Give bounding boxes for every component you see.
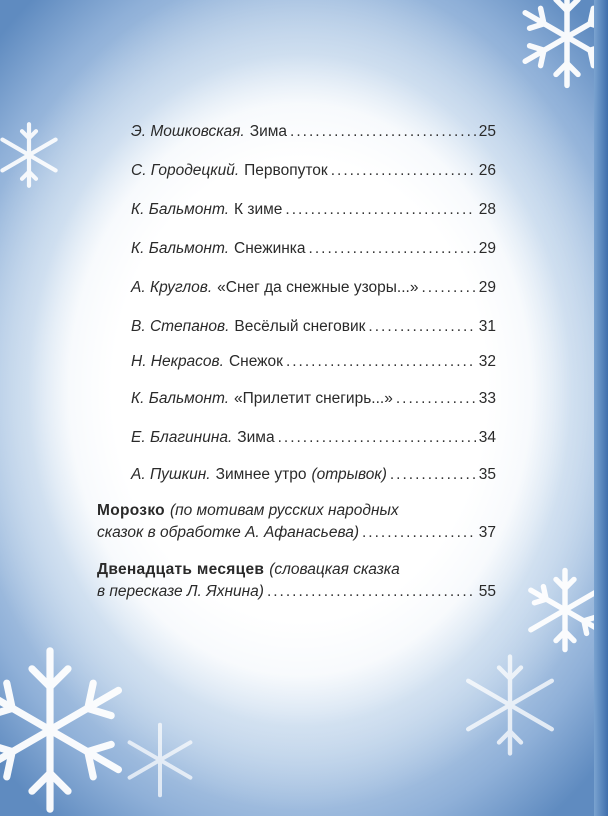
dot-leader — [421, 279, 475, 297]
toc-title: Снежинка — [234, 240, 306, 257]
dot-leader — [331, 162, 476, 180]
dot-leader — [278, 429, 476, 447]
snowflake-icon — [120, 720, 200, 800]
toc-note: (отрывок) — [311, 466, 387, 483]
toc-entry — [131, 279, 496, 297]
toc-entry — [131, 123, 496, 141]
toc-author: К. Бальмонт. — [131, 390, 229, 407]
toc-story — [97, 502, 496, 546]
snowflake-icon — [455, 650, 565, 760]
story-title: Морозко — [97, 502, 165, 519]
toc-page-number: 32 — [478, 353, 496, 370]
toc-title: Первопуток — [244, 162, 328, 179]
toc-author: В. Степанов. — [131, 318, 230, 335]
story-note: (словацкая сказка — [269, 561, 400, 578]
dot-leader — [285, 201, 475, 219]
toc-author: Е. Благинина. — [131, 429, 233, 446]
toc-title: Снежок — [228, 353, 283, 370]
toc-entry — [131, 201, 496, 219]
toc-title: Зима — [249, 123, 288, 140]
toc-page-number: 29 — [478, 279, 496, 296]
toc-page-number: 55 — [478, 583, 496, 600]
toc-entry — [131, 318, 496, 336]
toc-story — [97, 561, 496, 605]
dot-leader — [286, 353, 476, 371]
toc-author: Э. Мошковская. — [131, 123, 245, 140]
snowflake-icon — [0, 120, 64, 190]
toc-page-number: 26 — [478, 162, 496, 179]
toc-author: А. Пушкин. — [131, 466, 211, 483]
story-title: Двенадцать месяцев — [97, 561, 265, 578]
toc-entry — [131, 429, 496, 447]
toc-page-number: 29 — [478, 240, 496, 257]
story-note: сказок в обработке А. Афанасьева) — [97, 524, 359, 541]
page-edge — [594, 0, 608, 816]
toc-page-number: 31 — [478, 318, 496, 335]
dot-leader — [368, 318, 475, 336]
dot-leader — [309, 240, 476, 258]
toc-page-number: 37 — [478, 524, 496, 541]
dot-leader — [267, 583, 476, 601]
story-note: в пересказе Л. Яхнина) — [97, 583, 264, 600]
toc-title: К зиме — [234, 201, 283, 218]
toc-author: К. Бальмонт. — [131, 240, 229, 257]
toc-title: Зимнее утро — [215, 466, 307, 483]
toc-title: «Снег да снежные узоры...» — [217, 279, 419, 296]
snowflake-icon — [0, 640, 140, 816]
toc-page-number: 34 — [478, 429, 496, 446]
toc-title: Зима — [237, 429, 275, 446]
toc-page-number: 25 — [478, 123, 496, 140]
toc-entry — [131, 240, 496, 258]
story-note: (по мотивам русских народных — [169, 502, 399, 519]
dot-leader — [396, 390, 476, 408]
toc-page-number: 33 — [478, 390, 496, 407]
toc-entry — [131, 466, 496, 484]
toc-author: А. Круглов. — [131, 279, 213, 296]
dot-leader — [390, 466, 476, 484]
toc-entry — [131, 390, 496, 408]
toc-title: Весёлый снеговик — [234, 318, 366, 335]
toc-author: К. Бальмонт. — [131, 201, 229, 218]
toc-entry — [131, 353, 496, 371]
toc-page-number: 35 — [478, 466, 496, 483]
dot-leader — [290, 123, 476, 141]
dot-leader — [362, 524, 476, 542]
toc-author: Н. Некрасов. — [131, 353, 224, 370]
toc-entry — [131, 162, 496, 180]
toc-page-number: 28 — [478, 201, 496, 218]
toc-title: «Прилетит снегирь...» — [234, 390, 393, 407]
toc-author: С. Городецкий. — [131, 162, 240, 179]
